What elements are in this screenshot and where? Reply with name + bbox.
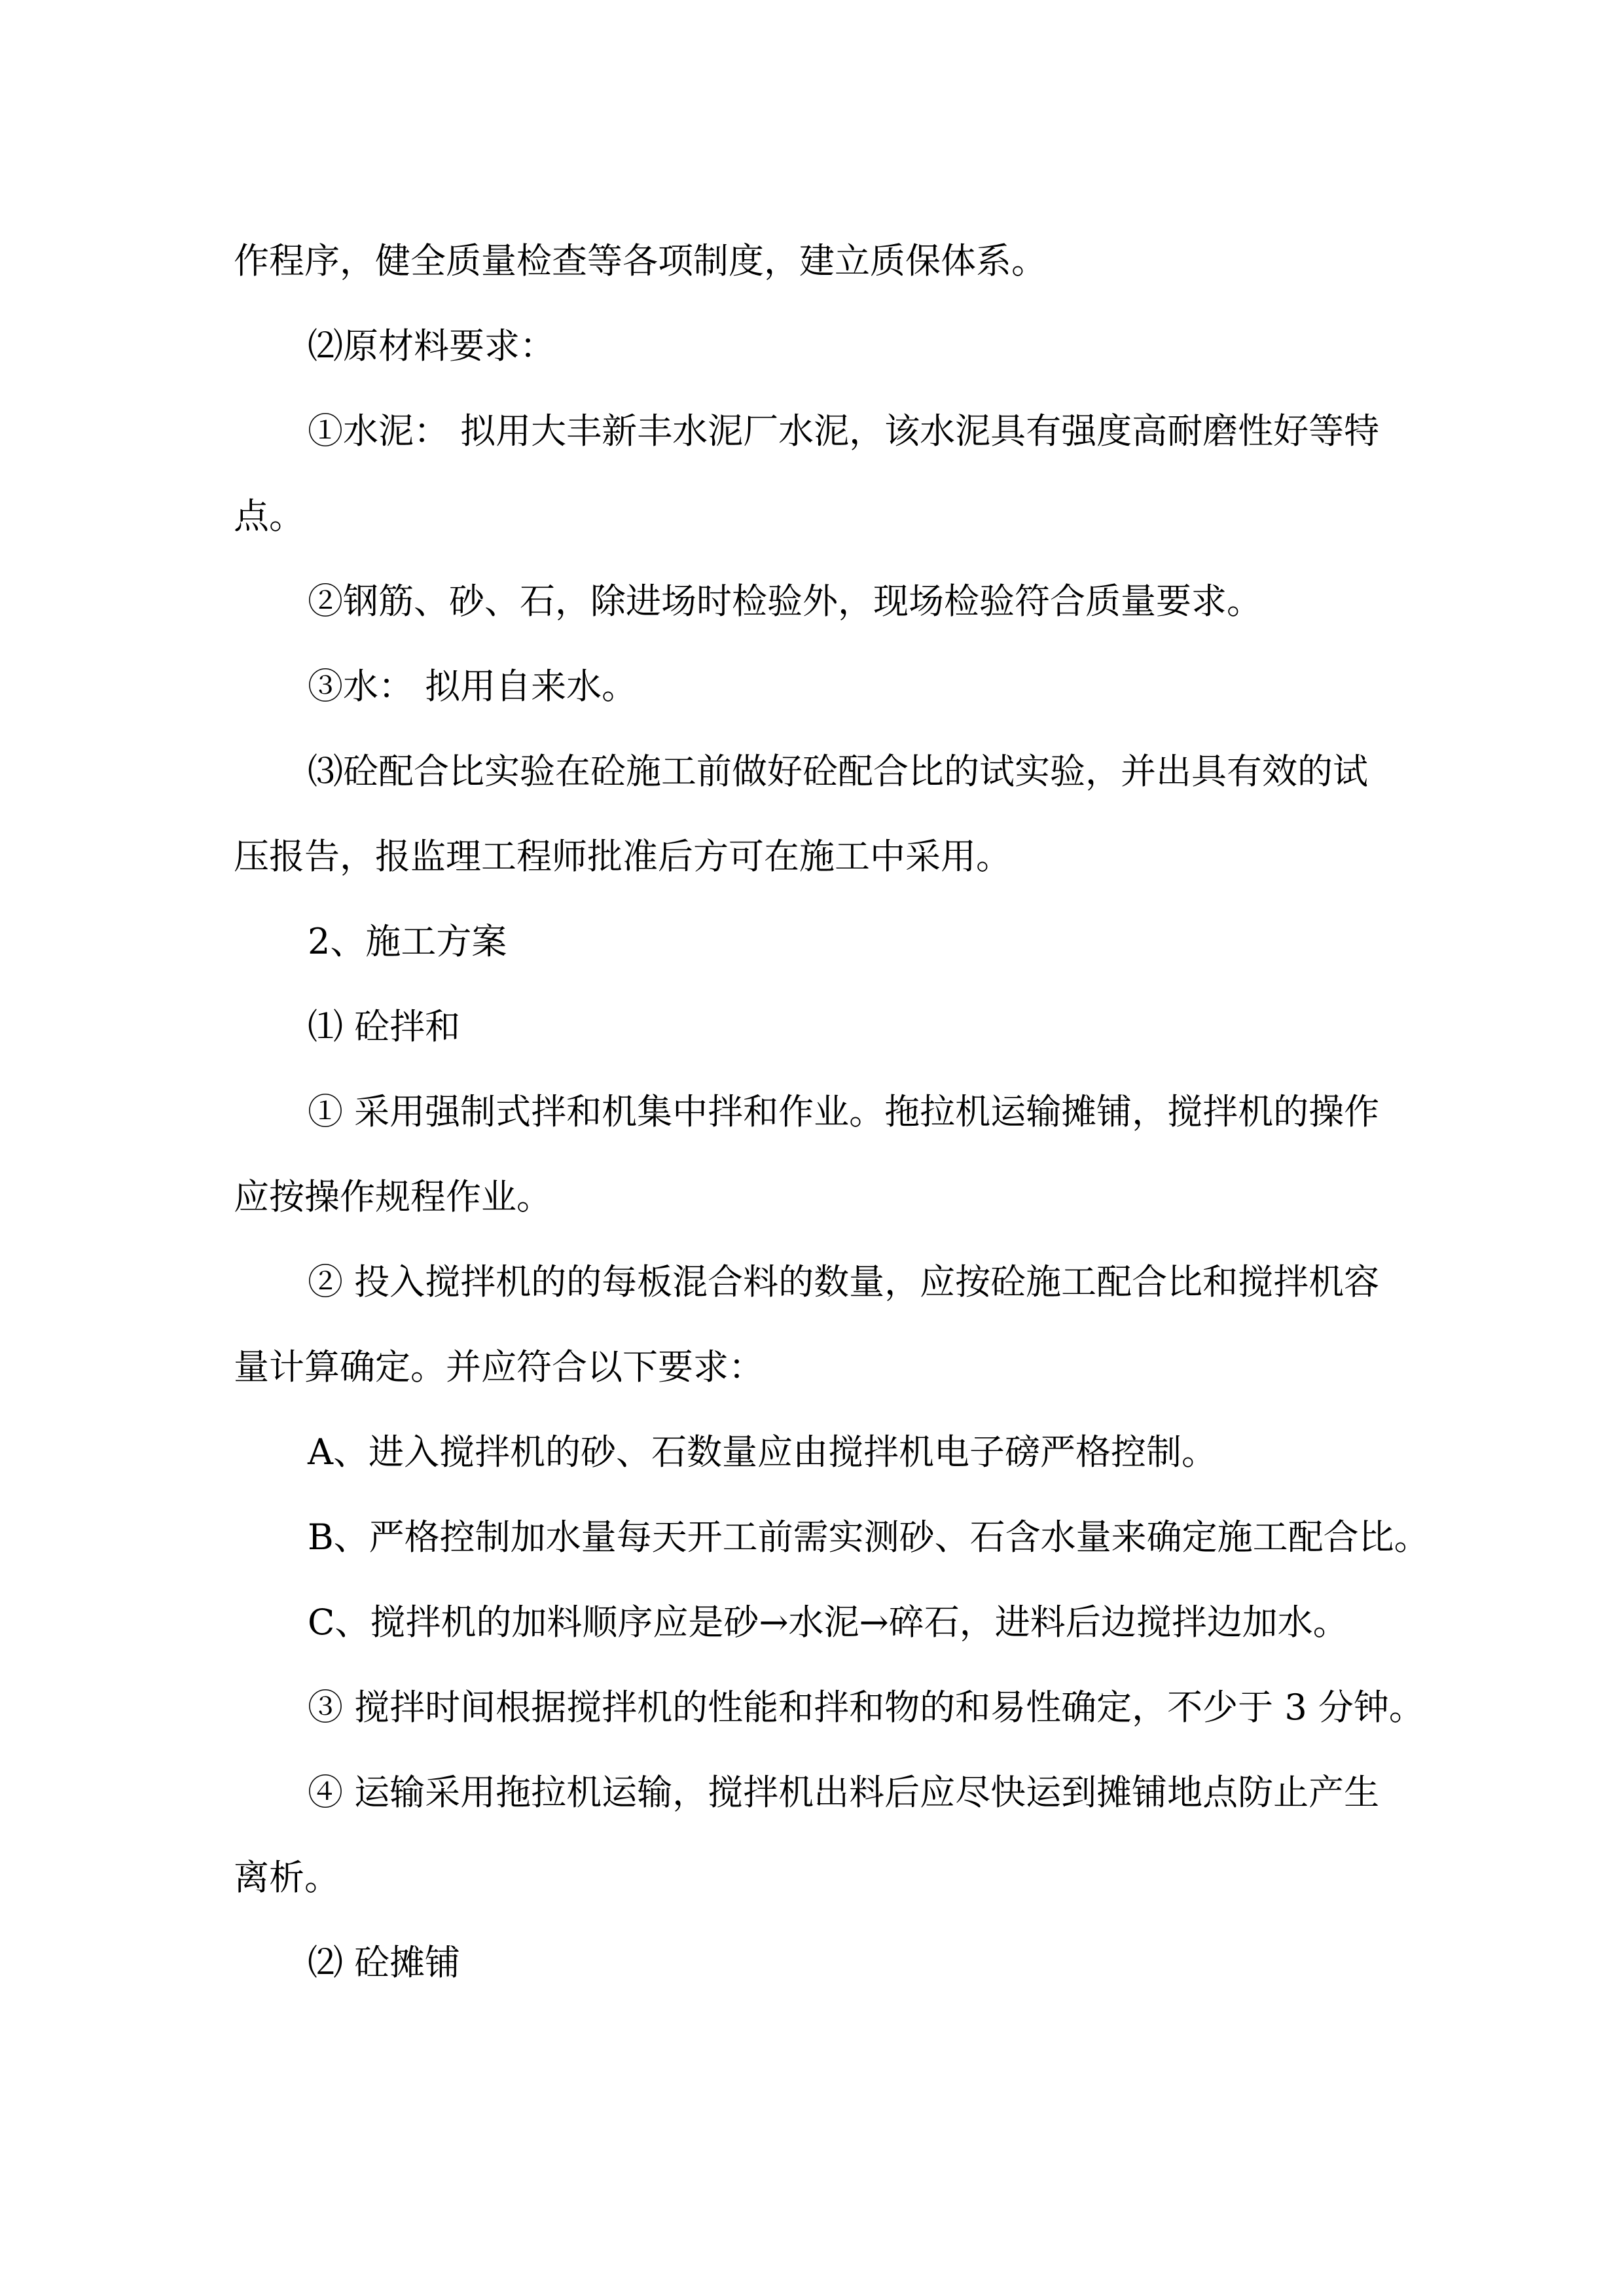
list-item: ① 采用强制式拌和机集中拌和作业。拖拉机运输摊铺，搅拌机的操作	[308, 1091, 1380, 1132]
section-heading: ⑴ 砼拌和	[308, 1006, 461, 1047]
section-heading: ⑶砼配合比实验在砼施工前做好砼配合比的试实验，并出具有效的试	[308, 751, 1368, 792]
list-item: ② 投入搅拌机的的每板混合料的数量，应按砼施工配合比和搅拌机容	[308, 1261, 1380, 1302]
section-heading: 2、施工方案	[308, 921, 507, 962]
paragraph-line: 离析。	[234, 1857, 340, 1898]
paragraph-line: 量计算确定。并应符合以下要求：	[234, 1346, 764, 1388]
list-item: ③水： 拟用自来水。	[308, 666, 638, 707]
list-item: ①水泥： 拟用大丰新丰水泥厂水泥，该水泥具有强度高耐磨性好等特	[308, 410, 1380, 452]
section-heading: ⑵原材料要求：	[308, 325, 555, 367]
list-item: A、进入搅拌机的砂、石数量应由搅拌机电子磅严格控制。	[308, 1431, 1217, 1473]
paragraph-line: 点。	[234, 495, 304, 537]
paragraph-line: 压报告，报监理工程师批准后方可在施工中采用。	[234, 836, 1011, 877]
list-item: ③ 搅拌时间根据搅拌机的性能和拌和物的和易性确定，不少于 3 分钟。	[308, 1687, 1424, 1728]
list-item: C、搅拌机的加料顺序应是砂→水泥→碎石，进料后边搅拌边加水。	[308, 1602, 1348, 1643]
list-item: B、严格控制加水量每天开工前需实测砂、石含水量来确定施工配合比。	[308, 1516, 1430, 1558]
list-item: ④ 运输采用拖拉机运输，搅拌机出料后应尽快运到摊铺地点防止产生	[308, 1772, 1380, 1813]
paragraph-line: 应按操作规程作业。	[234, 1176, 552, 1217]
list-item: ②钢筋、砂、石，除进场时检验外，现场检验符合质量要求。	[308, 581, 1262, 622]
section-heading: ⑵ 砼摊铺	[308, 1942, 461, 1983]
paragraph-line: 作程序，健全质量检查等各项制度，建立质保体系。	[234, 240, 1047, 281]
